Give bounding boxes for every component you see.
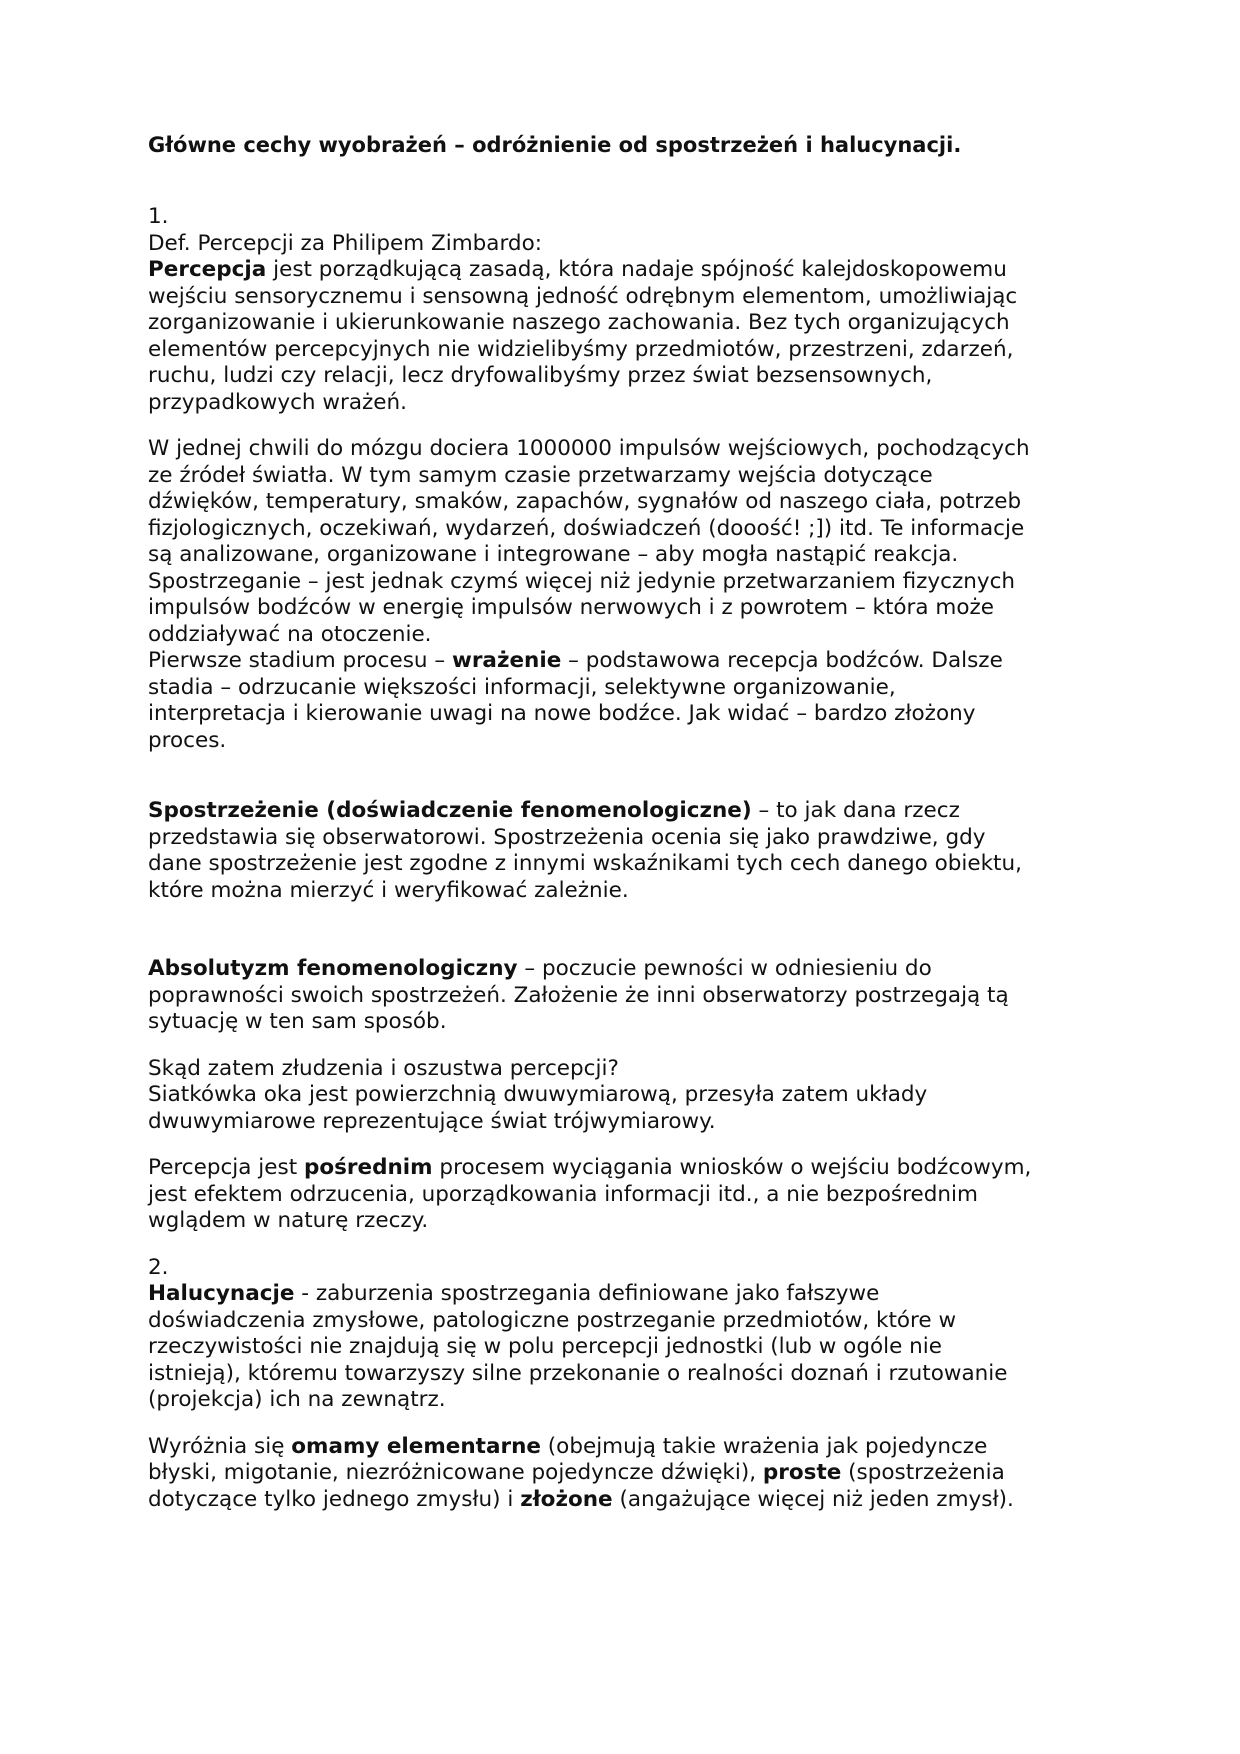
- text-run: – poczucie pewności w odniesieniu do: [517, 956, 932, 981]
- percepcja-line-1: [148, 257, 1108, 284]
- spostrzezenie-paragraph: [148, 798, 1108, 904]
- posrednim-term: pośrednim: [303, 1155, 433, 1180]
- spacer: [148, 1414, 1108, 1434]
- spostrzezenie-line-4: które można mierzyć i weryfikować zależnie.: [148, 877, 629, 903]
- spacer: [148, 416, 1108, 436]
- section-1-number: 1.: [148, 204, 169, 229]
- illusions-line-3: dwuwymiarowe reprezentujące świat trójwymiarowy.: [148, 1108, 716, 1134]
- spacer: [148, 1135, 1108, 1155]
- spacer: [148, 160, 1108, 204]
- definition-intro: Def. Percepcji za Philipem Zimbardo:: [148, 230, 542, 256]
- text-run: jest porządkującą zasadą, która nadaje spójność kalejdoskopowemu: [266, 257, 1007, 282]
- impulses-line-7: impulsów bodźców w energię impulsów nerwowych i z powrotem – która może: [148, 595, 995, 620]
- zlozone-term: złożone: [520, 1486, 613, 1512]
- section-2-number: 2.: [148, 1254, 169, 1280]
- document-title: Główne cechy wyobrażeń – odróżnienie od spostrzeżeń i halucynacji.: [148, 133, 962, 157]
- omamy-elementarne-term: omamy elementarne: [291, 1433, 541, 1459]
- impulses-line-10: stadia – odrzucanie większości informacji, selektywne organizowanie,: [148, 674, 896, 700]
- spostrzezenie-line-1: [148, 798, 1108, 825]
- percepcja-paragraph: [148, 257, 1108, 416]
- text-run: - zaburzenia spostrzegania definiowane jako fałszywe: [294, 1281, 880, 1306]
- impulses-line-8: oddziaływać na otoczenie.: [148, 621, 432, 647]
- text-run: – to jak dana rzecz: [751, 798, 960, 823]
- percepcja-line-6: przypadkowych wrażeń.: [148, 389, 407, 415]
- impulses-line-1: W jednej chwili do mózgu dociera 1000000 impulsów wejściowych, pochodzących: [148, 436, 1030, 461]
- omamy-line-3: [148, 1487, 1108, 1514]
- impulses-line-12: proces.: [148, 727, 227, 753]
- percepcja-term: Percepcja: [148, 257, 267, 282]
- omamy-paragraph: [148, 1434, 1108, 1514]
- absolutyzm-paragraph: [148, 956, 1108, 1036]
- wrazenie-term: wrażenie: [451, 648, 562, 673]
- impulses-line-11: interpretacja i kierowanie uwagi na nowe bodźce. Jak widać – bardzo złożony: [148, 701, 976, 726]
- absolutyzm-line-2: poprawności swoich spostrzeżeń. Założenie że inni obserwatorzy postrzegają tą: [148, 982, 1009, 1008]
- impulses-line-4: fizjologicznych, oczekiwań, wydarzeń, doświadczeń (dooość! ;]) itd. Te informacje: [148, 515, 1025, 541]
- percepcja-line-4: elementów percepcyjnych nie widzielibyśmy przedmiotów, przestrzeni, zdarzeń,: [148, 336, 1014, 362]
- impulses-line-3: dźwięków, temperatury, smaków, zapachów, sygnałów od naszego ciała, potrzeb: [148, 489, 1022, 514]
- spacer: [148, 754, 1108, 798]
- indirect-line-1: [148, 1155, 1108, 1182]
- indirect-line-3: wglądem w naturę rzeczy.: [148, 1208, 429, 1233]
- percepcja-line-3: zorganizowanie i ukierunkowanie naszego zachowania. Bez tych organizujących: [148, 310, 1010, 335]
- omamy-line-2: [148, 1460, 1108, 1487]
- text-run: – podstawowa recepcja bodźców. Dalsze: [561, 648, 1003, 673]
- impulses-line-9: [148, 648, 1108, 675]
- halucynacje-line-3: rzeczywistości nie znajdują się w polu percepcji jednostki (lub w ogóle nie: [148, 1334, 942, 1359]
- absolutyzm-line-3: sytuację w ten sam sposób.: [148, 1009, 447, 1034]
- spostrzezenie-line-2: przedstawia się obserwatorowi. Spostrzeżenia ocenia się jako prawdziwe, gdy: [148, 824, 986, 850]
- percepcja-line-2: wejściu sensorycznemu i sensowną jedność odrębnym elementom, umożliwiając: [148, 283, 1018, 309]
- impulses-line-2: ze źródeł światła. W tym samym czasie przetwarzamy wejścia dotyczące: [148, 462, 933, 488]
- halucynacje-paragraph: [148, 1281, 1108, 1414]
- halucynacje-line-1: [148, 1281, 1108, 1308]
- spostrzezenie-line-3: dane spostrzeżenie jest zgodne z innymi wskaźnikami tych cech danego obiektu,: [148, 851, 1022, 876]
- omamy-line-1: [148, 1434, 1108, 1461]
- halucynacje-term: Halucynacje: [148, 1281, 295, 1306]
- spostrzezenie-term: Spostrzeżenie (doświadczenie fenomenologiczne): [148, 798, 752, 823]
- spacer: [148, 1235, 1108, 1255]
- text-run: Pierwsze stadium procesu –: [148, 648, 452, 673]
- text-run: procesem wyciągania wniosków o wejściu bodźcowym,: [432, 1155, 1032, 1180]
- impulses-paragraph: [148, 436, 1108, 754]
- spacer: [148, 1036, 1108, 1056]
- text-run: (obejmują takie wrażenia jak pojedyncze: [540, 1433, 988, 1459]
- impulses-line-6: Spostrzeganie – jest jednak czymś więcej niż jedynie przetwarzaniem fizycznych: [148, 568, 1016, 594]
- impulses-line-5: są analizowane, organizowane i integrowane – aby mogła nastąpić reakcja.: [148, 542, 959, 567]
- illusions-line-2: Siatkówka oka jest powierzchnią dwuwymiarową, przesyła zatem układy: [148, 1082, 928, 1107]
- text-run: błyski, migotanie, niezróżnicowane pojedyncze dźwięki),: [148, 1460, 763, 1485]
- document-page: [148, 130, 1108, 1513]
- absolutyzm-term: Absolutyzm fenomenologiczny: [148, 956, 518, 981]
- indirect-line-2: jest efektem odrzucenia, uporządkowania informacji itd., a nie bezpośrednim: [148, 1181, 978, 1207]
- halucynacje-line-4: istnieją), któremu towarzyszy silne przekonanie o realności doznań i rzutowanie: [148, 1360, 1008, 1386]
- proste-term: proste: [762, 1460, 842, 1485]
- text-run: Wyróżnia się: [148, 1433, 292, 1459]
- absolutyzm-line-1: [148, 956, 1108, 983]
- text-run: (spostrzeżenia: [841, 1460, 1005, 1485]
- illusions-line-1: Skąd zatem złudzenia i oszustwa percepcji?: [148, 1055, 619, 1081]
- percepcja-line-5: ruchu, ludzi czy relacji, lecz dryfowalibyśmy przez świat bezsensownych,: [148, 363, 933, 388]
- illusions-paragraph: [148, 1056, 1108, 1136]
- text-run: (angażujące więcej niż jeden zmysł).: [612, 1486, 1014, 1512]
- text-run: dotyczące tylko jednego zmysłu) i: [148, 1486, 521, 1512]
- halucynacje-line-5: (projekcja) ich na zewnątrz.: [148, 1387, 446, 1412]
- text-run: Percepcja jest: [148, 1155, 304, 1180]
- indirect-paragraph: [148, 1155, 1108, 1235]
- halucynacje-line-2: doświadczenia zmysłowe, patologiczne postrzeganie przedmiotów, które w: [148, 1307, 957, 1333]
- spacer: [148, 904, 1108, 956]
